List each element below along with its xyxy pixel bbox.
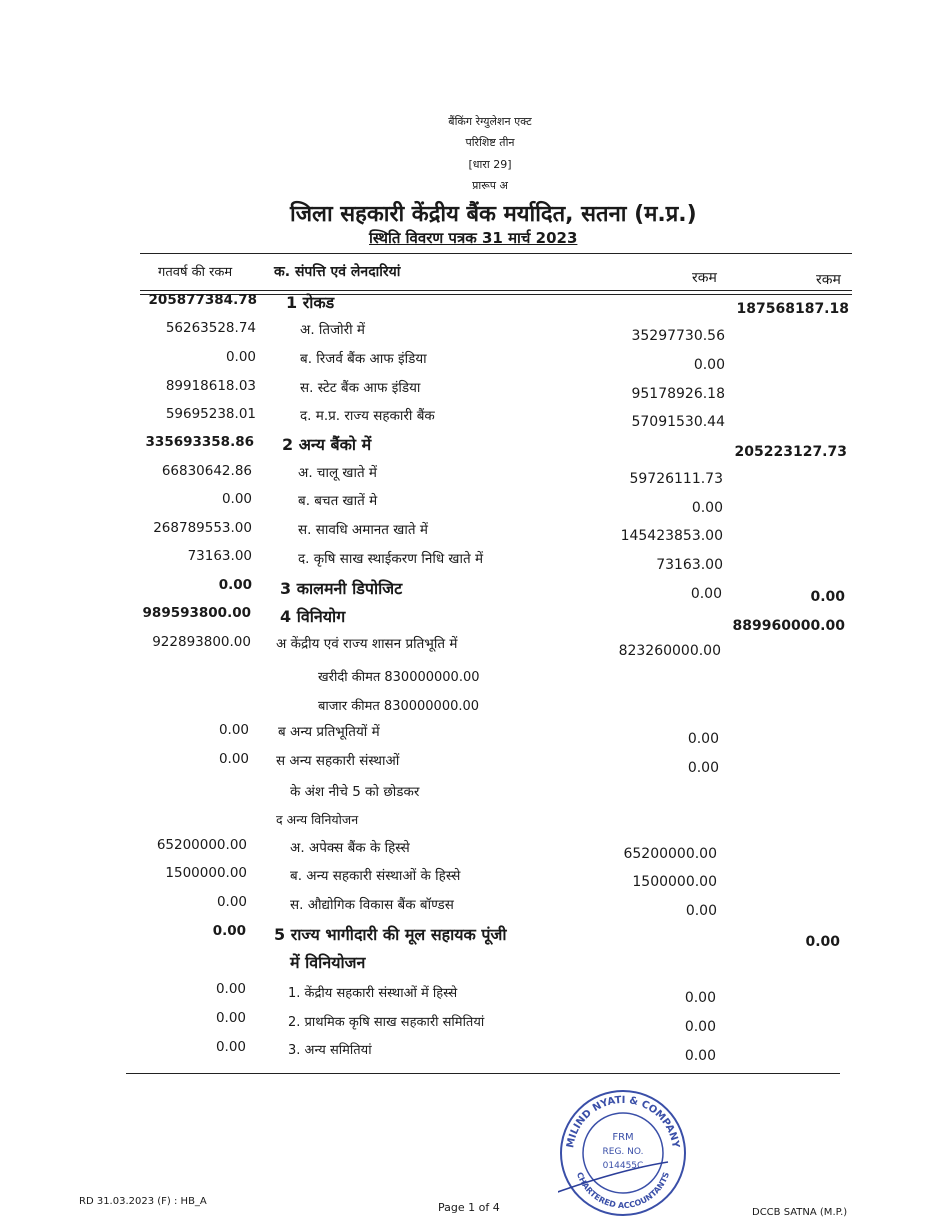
row-prev: 0.00 (212, 923, 246, 939)
row-amount: 0.00 (687, 731, 719, 747)
row-amount: 0.00 (687, 760, 719, 776)
row-amount: 57091530.44 (631, 414, 725, 430)
stamp-profession: CHARTERED ACCOUNTANTS (574, 1170, 672, 1211)
row-amount: 59726111.73 (629, 471, 723, 487)
row-prev: 0.00 (225, 349, 256, 365)
row-desc: 1. केंद्रीय सहकारी संस्थाओं में हिस्से (288, 986, 458, 1001)
footer-left: RD 31.03.2023 (F) : HB_A (79, 1196, 207, 1207)
row-prev: 65200000.00 (156, 837, 247, 853)
row-total: 205223127.73 (734, 444, 847, 460)
header-annex: परिशिष्ट तीन (465, 136, 515, 149)
stamp-reg-number: 014455C (602, 1161, 644, 1171)
row-total: 889960000.00 (732, 618, 845, 634)
row-desc: ब. बचत खातें मे (298, 493, 378, 509)
row-desc: 4 विनियोग (280, 607, 346, 626)
row-prev: 268789553.00 (153, 520, 252, 536)
row-prev: 205877384.78 (148, 292, 257, 308)
stamp-reg-label: REG. NO. (602, 1147, 644, 1157)
row-desc: में विनियोजन (290, 953, 366, 972)
row-prev: 0.00 (218, 722, 249, 738)
row-desc: द. कृषि साख स्थाईकरण निधि खाते में (298, 551, 484, 567)
row-desc: 2 अन्य बैंको में (282, 435, 372, 454)
row-amount: 145423853.00 (620, 528, 723, 544)
row-prev: 989593800.00 (142, 605, 251, 621)
row-desc: द. म.प्र. राज्य सहकारी बैंक (300, 408, 435, 424)
row-desc: 2. प्राथमिक कृषि साख सहकारी समितियां (288, 1015, 485, 1030)
row-desc: स. औद्योगिक विकास बैंक बॉण्डस (290, 897, 454, 913)
row-total: 0.00 (805, 934, 840, 950)
footer-right: DCCB SATNA (M.P.) (752, 1207, 848, 1218)
row-amount: 0.00 (690, 586, 722, 602)
row-desc: स. स्टेट बैंक आफ इंडिया (300, 380, 421, 396)
row-amount: 0.00 (685, 903, 717, 919)
row-prev: 0.00 (221, 491, 252, 507)
stamp-firm-name: MILIND NYATI & COMPANY (565, 1094, 681, 1149)
row-desc: अ. चालू खाते में (298, 465, 378, 481)
bottom-rule (126, 1073, 840, 1074)
auditor-stamp (558, 1088, 688, 1218)
row-amount: 65200000.00 (623, 846, 717, 862)
row-prev: 66830642.86 (161, 463, 252, 479)
row-prev: 0.00 (218, 577, 252, 593)
row-prev: 0.00 (215, 981, 246, 997)
header-rule (140, 290, 852, 291)
row-amount: 73163.00 (656, 557, 723, 573)
row-desc: 3. अन्य समितियां (288, 1043, 372, 1058)
row-prev: 59695238.01 (165, 406, 256, 422)
row-desc: ब. रिजर्व बैंक आफ इंडिया (300, 351, 427, 367)
row-prev: 89918618.03 (165, 378, 256, 394)
row-desc: खरीदी कीमत 830000000.00 (318, 670, 480, 685)
col-amt-header: रकम (692, 270, 717, 286)
row-desc: अ. तिजोरी में (300, 322, 365, 338)
row-desc: स. सावधि अमानत खाते में (298, 522, 428, 538)
stamp-frm: FRM (612, 1132, 634, 1143)
row-desc: 5 राज्य भागीदारी की मूल सहायक पूंजी (274, 925, 507, 944)
row-desc: बाजार कीमत 830000000.00 (318, 699, 480, 714)
page-number: Page 1 of 4 (438, 1201, 500, 1214)
row-desc: द अन्य विनियोजन (276, 812, 359, 827)
row-amount: 95178926.18 (631, 386, 725, 402)
row-amount: 35297730.56 (631, 328, 725, 344)
row-amount: 0.00 (693, 357, 725, 373)
row-amount: 0.00 (684, 990, 716, 1006)
row-desc: अ. अपेक्स बैंक के हिस्से (290, 840, 410, 856)
row-desc: 1 रोकड (286, 293, 335, 312)
bank-title: जिला सहकारी केंद्रीय बैंक मर्यादित, सतना (म.प्र.) (290, 202, 697, 227)
col-prev-header: गतवर्ष की रकम (158, 265, 233, 280)
row-prev: 1500000.00 (165, 865, 247, 881)
col-desc-header: क. संपत्ति एवं लेनदारियां (274, 264, 401, 280)
row-prev: 922893800.00 (152, 634, 251, 650)
row-desc: स अन्य सहकारी संस्थाओं (276, 753, 400, 769)
row-amount: 0.00 (691, 500, 723, 516)
row-total: 187568187.18 (736, 301, 849, 317)
row-desc: अ केंद्रीय एवं राज्य शासन प्रतिभूति में (276, 636, 458, 652)
row-desc: के अंश नीचे 5 को छोडकर (290, 784, 420, 800)
row-prev: 0.00 (215, 1010, 246, 1026)
row-desc: 3 कालमनी डिपोजिट (280, 579, 403, 598)
row-prev: 0.00 (215, 1039, 246, 1055)
row-desc: ब. अन्य सहकारी संस्थाओं के हिस्से (290, 868, 461, 884)
row-prev: 56263528.74 (165, 320, 256, 336)
header-section: [धारा 29] (468, 158, 512, 171)
top-rule (140, 253, 852, 254)
header-form: प्रारूप अ (472, 179, 508, 192)
row-amount: 823260000.00 (618, 643, 721, 659)
col-total-header: रकम (816, 272, 841, 288)
row-prev: 0.00 (218, 751, 249, 767)
row-amount: 1500000.00 (632, 874, 717, 890)
header-act: बैंकिंग रेग्युलेशन एक्ट (448, 115, 532, 128)
row-prev: 0.00 (216, 894, 247, 910)
row-desc: ब अन्य प्रतिभूतियों में (278, 724, 380, 740)
row-prev: 335693358.86 (145, 434, 254, 450)
row-amount: 0.00 (684, 1019, 716, 1035)
statement-title: स्थिति विवरण पत्रक 31 मार्च 2023 (369, 229, 578, 247)
row-amount: 0.00 (684, 1048, 716, 1064)
row-total: 0.00 (810, 589, 845, 605)
row-prev: 73163.00 (187, 548, 252, 564)
